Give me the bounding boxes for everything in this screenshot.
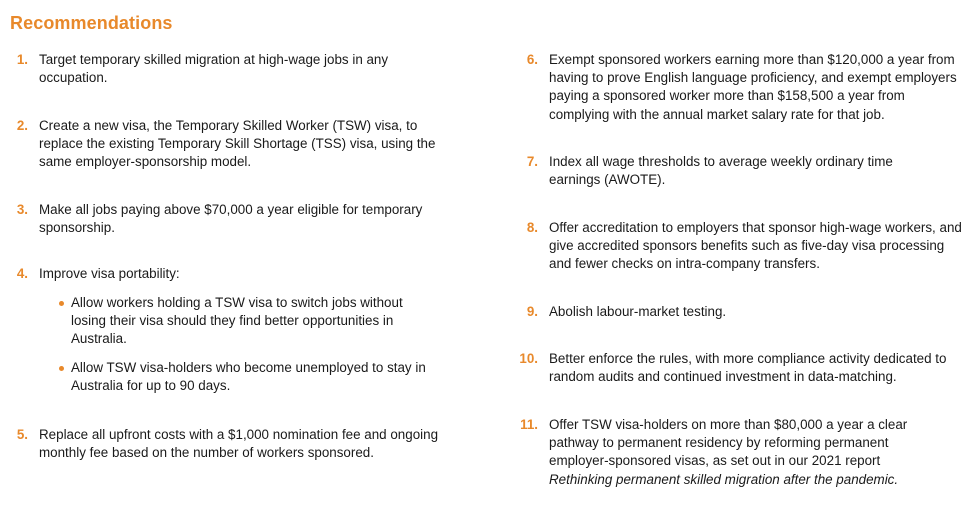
item-number: 3. [16,202,28,217]
item-text: Index all wage thresholds to average weekly ordinary time earnings (AWOTE). [549,154,893,188]
item-number: 9. [526,304,538,319]
item-text: Replace all upfront costs with a $1,000 nomination fee and ongoing monthly fee based on the number of workers sponsored. [39,427,439,461]
item-text: Create a new visa, the Temporary Skilled Worker (TSW) visa, to replace the existing Temporary Skill Shortage (TSS) visa, using the same employer-sponsorship model. [39,118,436,170]
item-text: Abolish labour-market testing. [549,304,727,319]
item-text: Offer accreditation to employers that sponsor high-wage workers, and give accredited sponsors benefits such as five-day visa processing and fewer checks on intra-company transfers. [549,220,962,272]
item-text-body: Offer TSW visa-holders on more than $80,000 a year a clear pathway to permanent residency by reforming permanent employer-sponsored visas, as set out in our 2021 report [549,417,908,469]
item-number: 5. [16,427,28,442]
item-text: Improve visa portability: [39,266,180,281]
item-number: 10. [519,351,538,366]
item-number: 1. [16,52,28,67]
item-number: 4. [16,266,28,281]
item-text: Make all jobs paying above $70,000 a year eligible for temporary sponsorship. [39,202,423,236]
item-number: 6. [526,52,538,67]
bullet-dot-icon [59,366,64,371]
item-number: 11. [520,417,538,432]
bullet-text: Allow workers holding a TSW visa to switch jobs without losing their visa should they find better opportunities in Australia. [71,295,403,347]
item-text: Exempt sponsored workers earning more than $120,000 a year from having to prove English language proficiency, and exempt employers paying a sponsored worker more than $158,500 a year from complying with the annual market salary rate for that job. [549,52,957,122]
bullet-text: Allow TSW visa-holders who become unemployed to stay in Australia for up to 90 days. [71,360,426,394]
report-title-link-text: Rethinking permanent skilled migration after the pandemic. [549,471,899,487]
item-number: 7. [526,154,538,169]
item-number: 8. [526,220,538,235]
item-number: 2. [16,118,28,133]
page-title: Recommendations [10,13,173,33]
item-text [549,416,929,489]
bullet-dot-icon [59,301,64,306]
item-text: Target temporary skilled migration at high-wage jobs in any occupation. [39,52,389,86]
item-text: Better enforce the rules, with more compliance activity dedicated to random audits and continued investment in data-matching. [549,351,947,385]
